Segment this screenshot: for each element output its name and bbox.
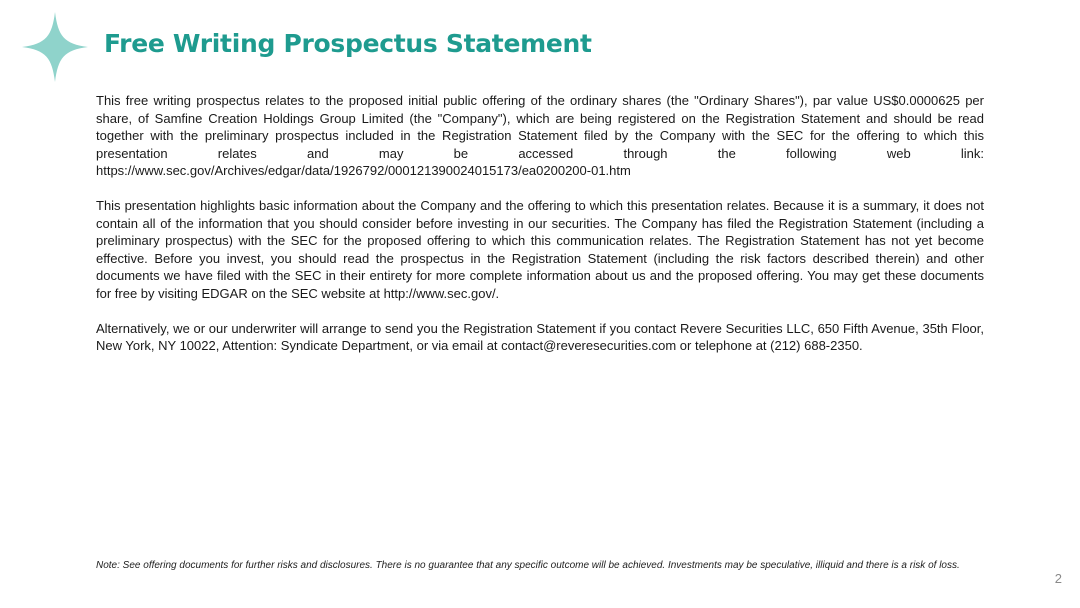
- paragraph-prospectus: This free writing prospectus relates to the proposed initial public offering of the ordinary shares (the "Ordinary Shares"), par value US$0.0000625 per share, of Samfine Creation Holdings Group Limited (the "Company"), which are being registered on the Registration Statement and should be read together with the preliminary prospectus included in the Registration Statement filed by the Company with the SEC for the offering to which this presentation relates and may be accessed through the following web link: https://www.sec.gov/Archives/edgar/data/1926792/000121390024015173/ea0200200-01.htm: [96, 93, 984, 179]
- footer-dashed-line: [0, 592, 1080, 595]
- page-title: Free Writing Prospectus Statement: [104, 29, 592, 58]
- page-number: 2: [1054, 571, 1062, 586]
- footer-note: Note: See offering documents for further risks and disclosures. There is no guarantee that any specific outcome will be achieved. Investments may be speculative, illiquid and there is a risk of loss.: [96, 560, 960, 571]
- disclaimer-body: [96, 92, 984, 372]
- four-point-star-icon: [22, 12, 88, 82]
- paragraph-summary: This presentation highlights basic information about the Company and the offering to which this presentation relates. Because it is a summary, it does not contain all of the information that you should consider before investing in our securities. The Company has filed the Registration Statement (including a preliminary prospectus) with the SEC for the proposed offering to which this communication relates. The Registration Statement has not yet become effective. Before you invest, you should read the prospectus in the Registration Statement (including the risk factors described therein) and other documents we have filed with the SEC in their entirety for more complete information about us and the proposed offering. You may get these documents for free by visiting EDGAR on the SEC website at http://www.sec.gov/.: [96, 197, 984, 301]
- paragraph-contact: Alternatively, we or our underwriter will arrange to send you the Registration Statement if you contact Revere Securities LLC, 650 Fifth Avenue, 35th Floor, New York, NY 10022, Attention: Syndicate Department, or via email at contact@reveresecurities.com or telephone at (212) 688-2350.: [96, 320, 984, 354]
